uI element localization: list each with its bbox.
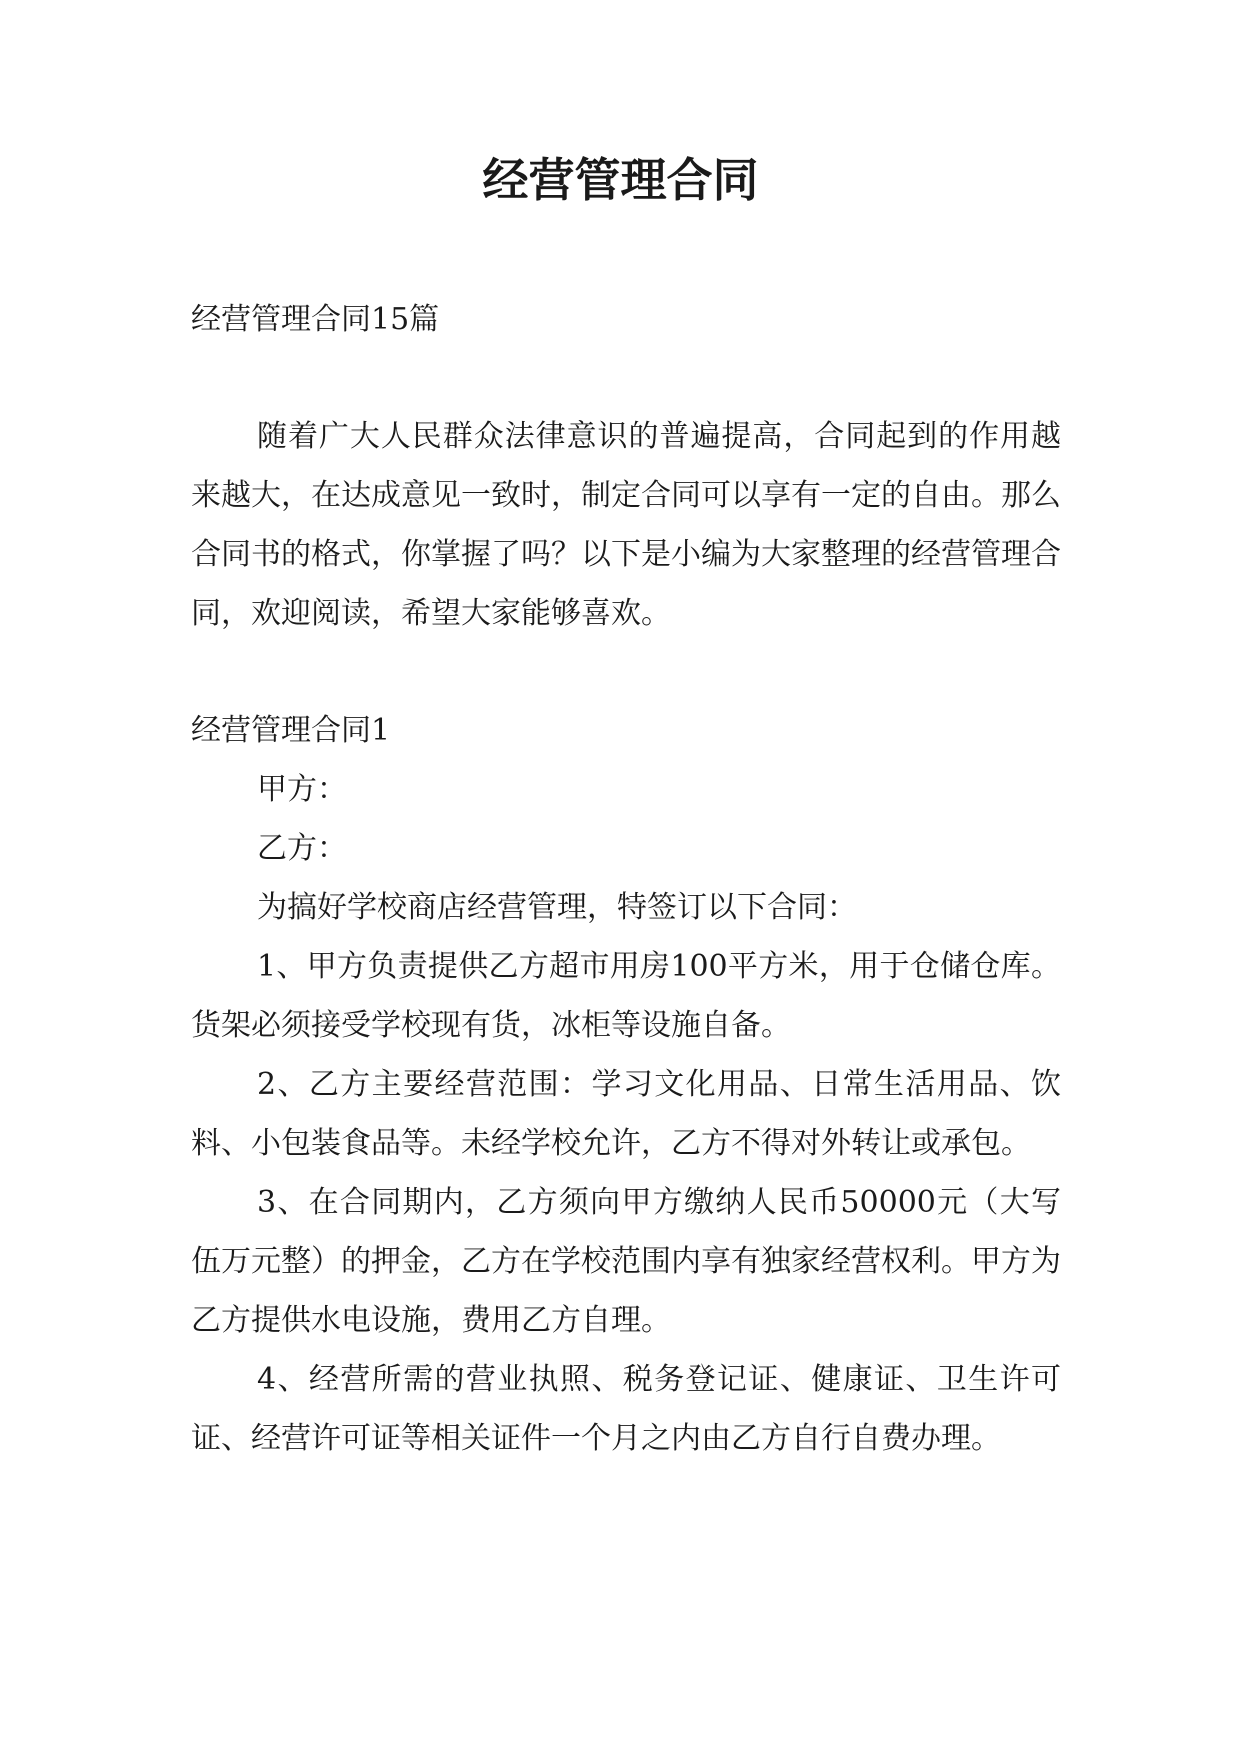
party-a-line: 甲方： — [257, 772, 347, 807]
section-heading: 经营管理合同1 — [191, 713, 391, 748]
document-subtitle: 经营管理合同15篇 — [191, 302, 440, 337]
document-body — [191, 290, 1061, 1468]
preamble-paragraph: 为搞好学校商店经营管理，特签订以下合同： — [257, 890, 857, 925]
clause-4: 4、经营所需的营业执照、税务登记证、健康证、卫生许可证、经营许可证等相关证件一个月之内由乙方自行自费办理。 — [191, 1362, 1061, 1456]
clause-2: 2、乙方主要经营范围：学习文化用品、日常生活用品、饮料、小包装食品等。未经学校允许，乙方不得对外转让或承包。 — [191, 1067, 1061, 1161]
document-title: 经营管理合同 — [482, 153, 759, 207]
clause-3: 3、在合同期内，乙方须向甲方缴纳人民币50000元（大写伍万元整）的押金，乙方在学校范围内享有独家经营权利。甲方为乙方提供水电设施，费用乙方自理。 — [191, 1185, 1061, 1338]
intro-paragraph: 随着广大人民群众法律意识的普遍提高，合同起到的作用越来越大，在达成意见一致时，制定合同可以享有一定的自由。那么合同书的格式，你掌握了吗？以下是小编为大家整理的经营管理合同，欢迎阅读，希望大家能够喜欢。 — [191, 419, 1061, 631]
clause-1: 1、甲方负责提供乙方超市用房100平方米，用于仓储仓库。货架必须接受学校现有货，冰柜等设施自备。 — [191, 949, 1061, 1043]
party-b-line: 乙方： — [257, 831, 347, 866]
